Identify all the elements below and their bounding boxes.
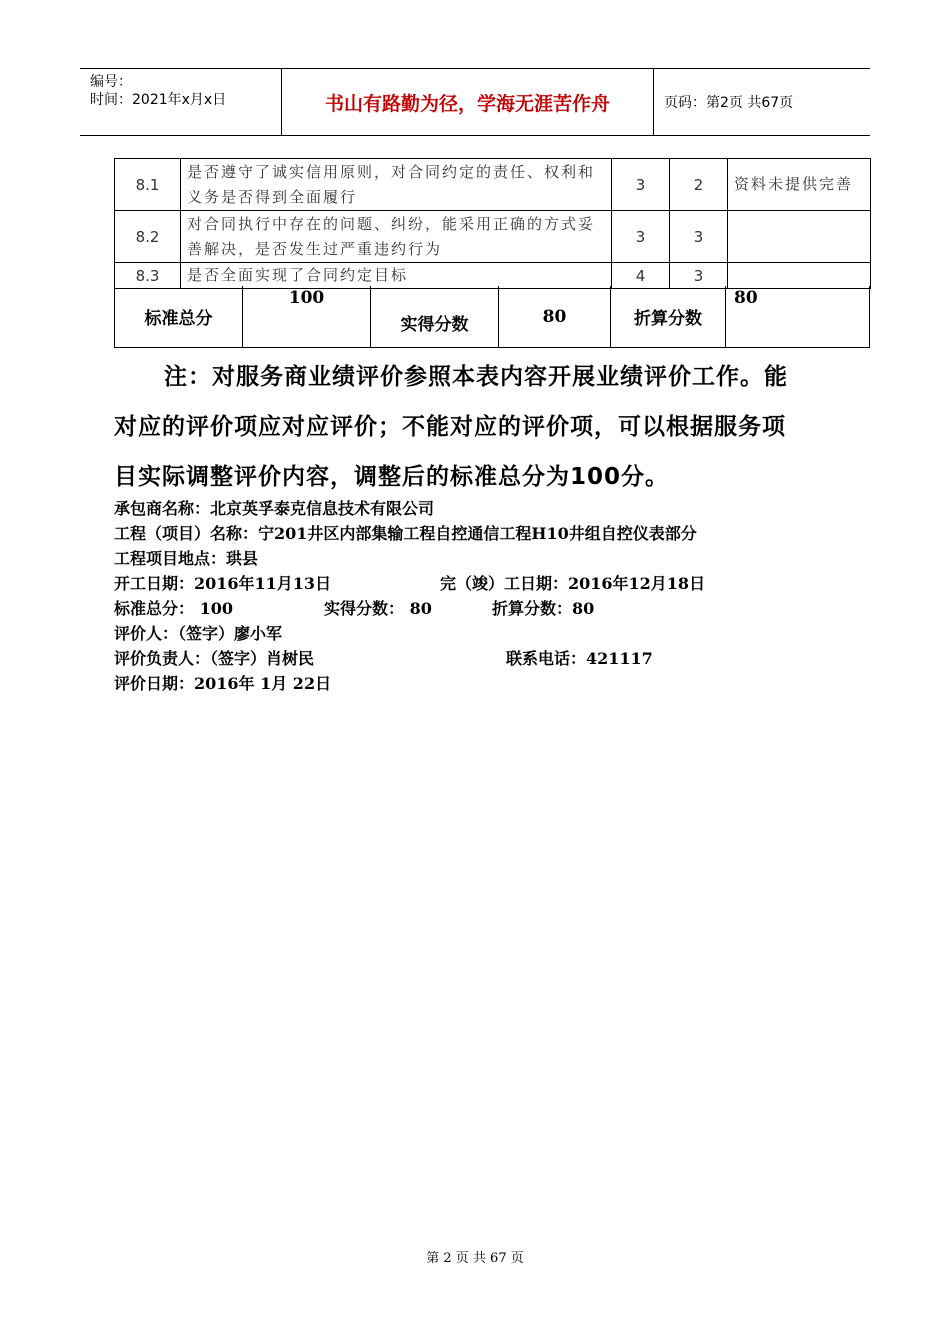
row-number: 8.3 — [115, 263, 181, 289]
time-label: 时间：2021年x月x日 — [90, 92, 227, 108]
project-info — [114, 496, 874, 696]
row-standard: 4 — [612, 263, 670, 289]
summary-row — [114, 286, 870, 348]
serial-label: 编号： — [90, 74, 132, 90]
converted-score-label: 折算分数 — [611, 286, 726, 347]
row-number: 8.1 — [115, 159, 181, 211]
end-date: 完（竣）工日期：2016年12月18日 — [440, 574, 706, 593]
row-remark — [728, 211, 871, 263]
evaluation-date: 评价日期：2016年 1月 22日 — [114, 674, 332, 693]
row-remark: 资料未提供完善 — [728, 159, 871, 211]
row-item: 对合同执行中存在的问题、纠纷，能采用正确的方式妥善解决，是否发生过严重违约行为 — [181, 211, 612, 263]
row-number: 8.2 — [115, 211, 181, 263]
table-row — [115, 263, 871, 289]
converted-score-value: 80 — [734, 288, 758, 308]
row-item: 是否全面实现了合同约定目标 — [181, 263, 612, 289]
project-name: 工程（项目）名称：宁201井区内部集输工程自控通信工程H10井组自控仪表部分 — [114, 524, 697, 543]
standard-score: 标准总分： 100 — [114, 599, 233, 618]
actual-score-label: 实得分数 — [371, 286, 499, 347]
row-actual: 2 — [670, 159, 728, 211]
actual-score: 实得分数： 80 — [324, 599, 432, 618]
project-location: 工程项目地点：珙县 — [114, 549, 259, 568]
note-paragraph — [114, 352, 854, 502]
page-footer: 第 2 页 共 67 页 — [426, 1251, 524, 1266]
page-header — [80, 68, 870, 136]
table-row — [115, 211, 871, 263]
note-line-1: 注：对服务商业绩评价参照本表内容开展业绩评价工作。能 — [164, 364, 788, 390]
note-line-3: 目实际调整评价内容，调整后的标准总分为100分。 — [114, 464, 670, 490]
converted-score: 折算分数：80 — [492, 599, 595, 618]
header-page-label: 页码：第2页 共67页 — [664, 95, 794, 111]
contractor-name: 承包商名称：北京英孚泰克信息技术有限公司 — [114, 499, 435, 518]
row-item: 是否遵守了诚实信用原则，对合同约定的责任、权利和义务是否得到全面履行 — [181, 159, 612, 211]
header-motto: 书山有路勤为径，学海无涯苦作舟 — [282, 69, 654, 135]
evaluator: 评价人：（签字）廖小军 — [114, 624, 283, 643]
table-row — [115, 159, 871, 211]
note-line-2: 对应的评价项应对应评价；不能对应的评价项，可以根据服务项 — [114, 414, 786, 440]
row-remark — [728, 263, 871, 289]
standard-total-label: 标准总分 — [115, 286, 243, 347]
standard-total-value: 100 — [243, 286, 371, 347]
row-actual: 3 — [670, 263, 728, 289]
actual-score-value: 80 — [499, 286, 611, 347]
row-standard: 3 — [612, 211, 670, 263]
responsible-person: 评价负责人：（签字）肖树民 — [114, 649, 315, 668]
header-meta — [80, 69, 282, 135]
evaluation-table — [114, 158, 871, 289]
scores-row — [114, 596, 874, 621]
dates-row — [114, 571, 874, 596]
row-standard: 3 — [612, 159, 670, 211]
contact-phone: 联系电话：421117 — [506, 649, 653, 668]
responsible-row — [114, 646, 874, 671]
start-date: 开工日期：2016年11月13日 — [114, 574, 332, 593]
row-actual: 3 — [670, 211, 728, 263]
